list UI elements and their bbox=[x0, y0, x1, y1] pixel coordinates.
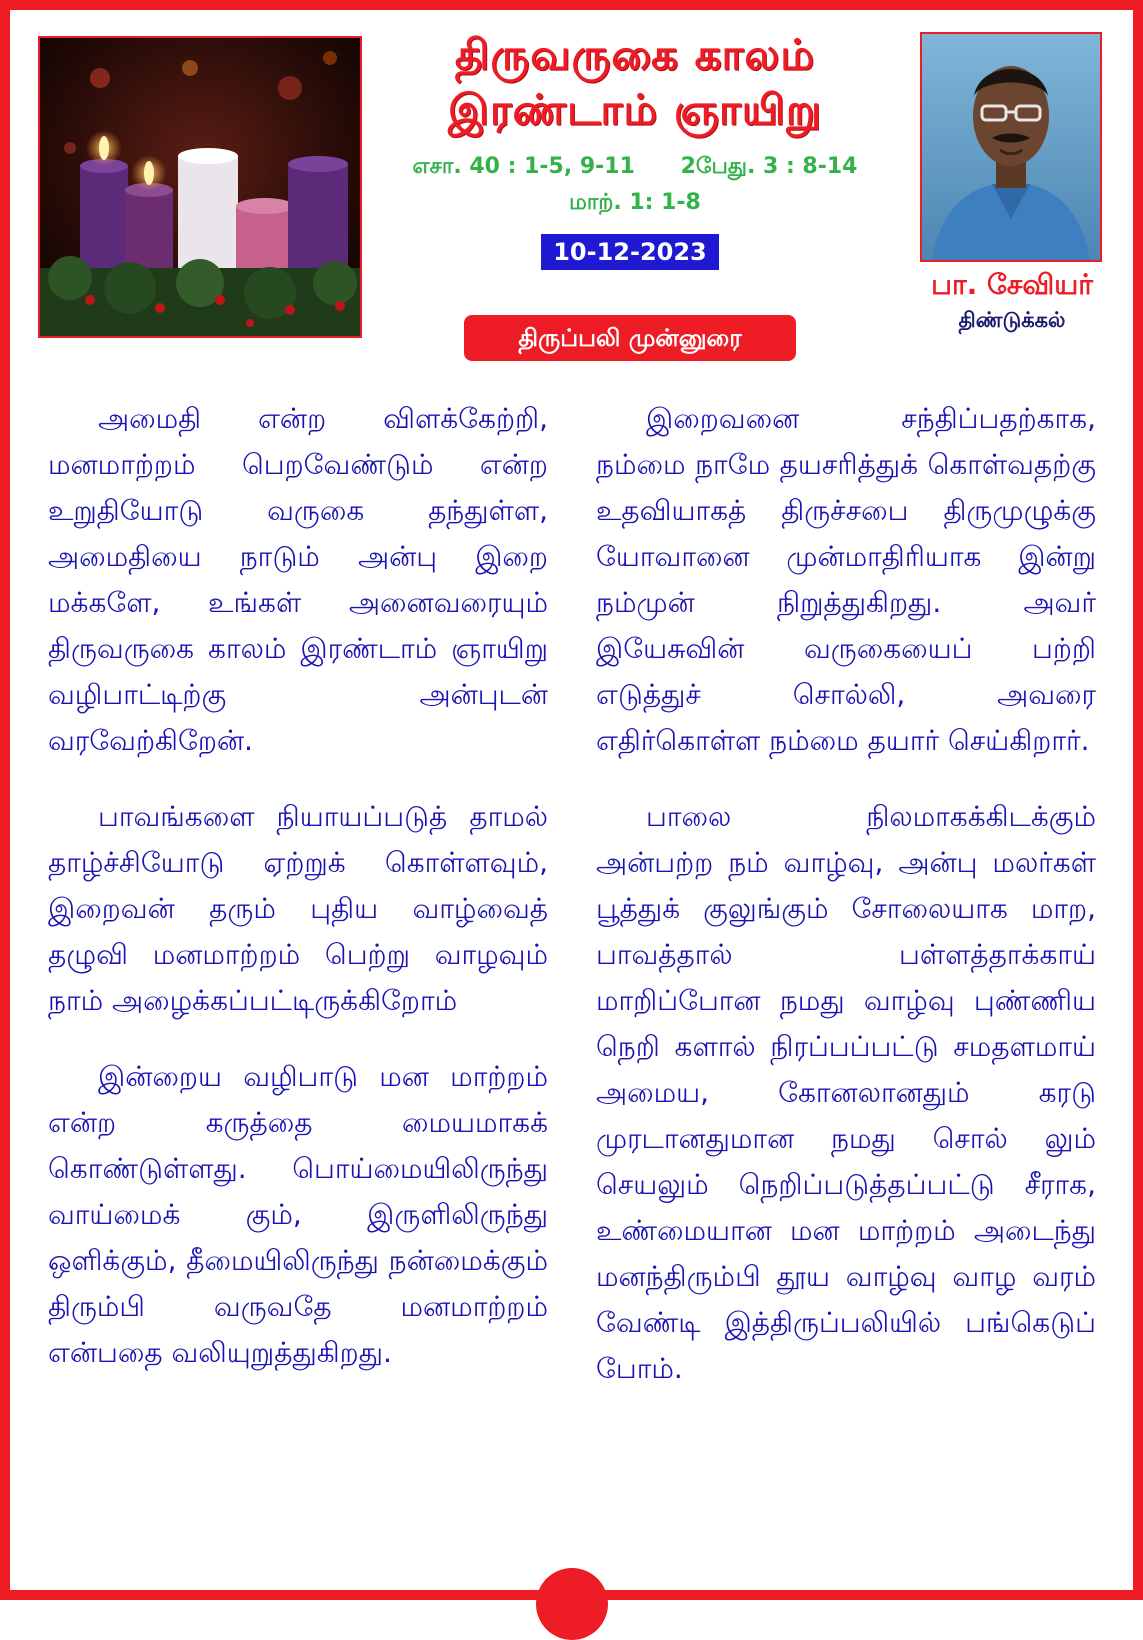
author-name: பா. சேவியர் bbox=[931, 268, 1093, 301]
paragraph: பாவங்களை நியாயப்படுத் தாமல் தாழ்ச்சியோடு ஏற்றுக் கொள்ளவும், இறைவன் தரும் புதிய வாழ்வைத் தழுவி மனமாற்றம் பெற்று வாழவும் நாம் அழைக்கப்பட்டிருக்கிறோம் bbox=[48, 800, 548, 1017]
title-line-2: இரண்டாம் ஞாயிறு bbox=[447, 85, 823, 134]
paragraph: இறைவனை சந்திப்பதற்காக, நம்மை நாமே தயசரித்துக் கொள்வதற்கு உதவியாகத் திருச்சபை திருமுழுக்கு யோவானை முன்மாதிரியாக இன்று நம்முன் நிறுத்துகிறது. அவர் இயேசுவின் வருகையைப் பற்றி எடுத்துச் சொல்லி, அவரை எதிர்கொள்ள நம்மை தயார் செய்கிறார். bbox=[596, 402, 1096, 757]
gospel-reference: மாற். 1: 1-8 bbox=[569, 190, 701, 215]
title-line-1: திருவருகை காலம் bbox=[454, 30, 816, 79]
scripture-references-row-1 bbox=[370, 154, 900, 182]
scripture-references-row-2 bbox=[370, 190, 900, 218]
author-photo bbox=[920, 32, 1102, 262]
section-label: திருப்பலி முன்னுரை bbox=[464, 315, 796, 361]
author-place: திண்டுக்கல் bbox=[958, 308, 1066, 332]
paragraph: இன்றைய வழிபாடு மன மாற்றம் என்ற கருத்தை மையமாகக் கொண்டுள்ளது. பொய்மையிலிருந்து வாய்மைக் கும், இருளிலிருந்து ஒளிக்கும், தீமையிலிருந்து நன்மைக்கும் திரும்பி வருவதே மனமாற்றம் என்பதை வலியுறுத்துகிறது. bbox=[48, 1060, 548, 1369]
reading-reference-1: எசா. 40 : 1-5, 9-11 bbox=[412, 154, 635, 179]
reading-reference-2: 2பேது. 3 : 8-14 bbox=[680, 154, 858, 179]
paragraph: பாலை நிலமாகக்கிடக்கும் அன்பற்ற நம் வாழ்வு, அன்பு மலர்கள் பூத்துக் குலுங்கும் சோலையாக மாற, பாவத்தால் பள்ளத்தாக்காய் மாறிப்போன நமது வாழ்வு புண்ணிய நெறி களால் நிரப்பப்பட்டு சமதளமாய் அமைய, கோனலானதும் கரடு முரடானதுமான நமது சொல் லும் செயலும் நெறிப்படுத்தப்பட்டு சீராக, உண்மையான மன மாற்றம் அடைந்து மனந்திரும்பி தூய வாழ்வு வாழ வரம் வேண்டி இத்திருப்பலியில் பங்கெடுப் போம். bbox=[596, 800, 1096, 1385]
paragraph: அமைதி என்ற விளக்கேற்றி, மனமாற்றம் பெறவேண்டும் என்ற உறுதியோடு வருகை தந்துள்ள, அமைதியை நாடும் அன்பு இறை மக்களே, உங்கள் அனைவரையும் திருவருகை காலம் இரண்டாம் ஞாயிறு வழிபாட்டிற்கு அன்புடன் வரவேற்கிறேன். bbox=[48, 402, 548, 757]
right-column bbox=[596, 396, 1096, 1422]
left-column bbox=[48, 396, 548, 1406]
date-badge: 10-12-2023 bbox=[541, 234, 719, 270]
advent-candles-photo bbox=[38, 36, 362, 338]
bottom-page-tab bbox=[536, 1568, 608, 1640]
